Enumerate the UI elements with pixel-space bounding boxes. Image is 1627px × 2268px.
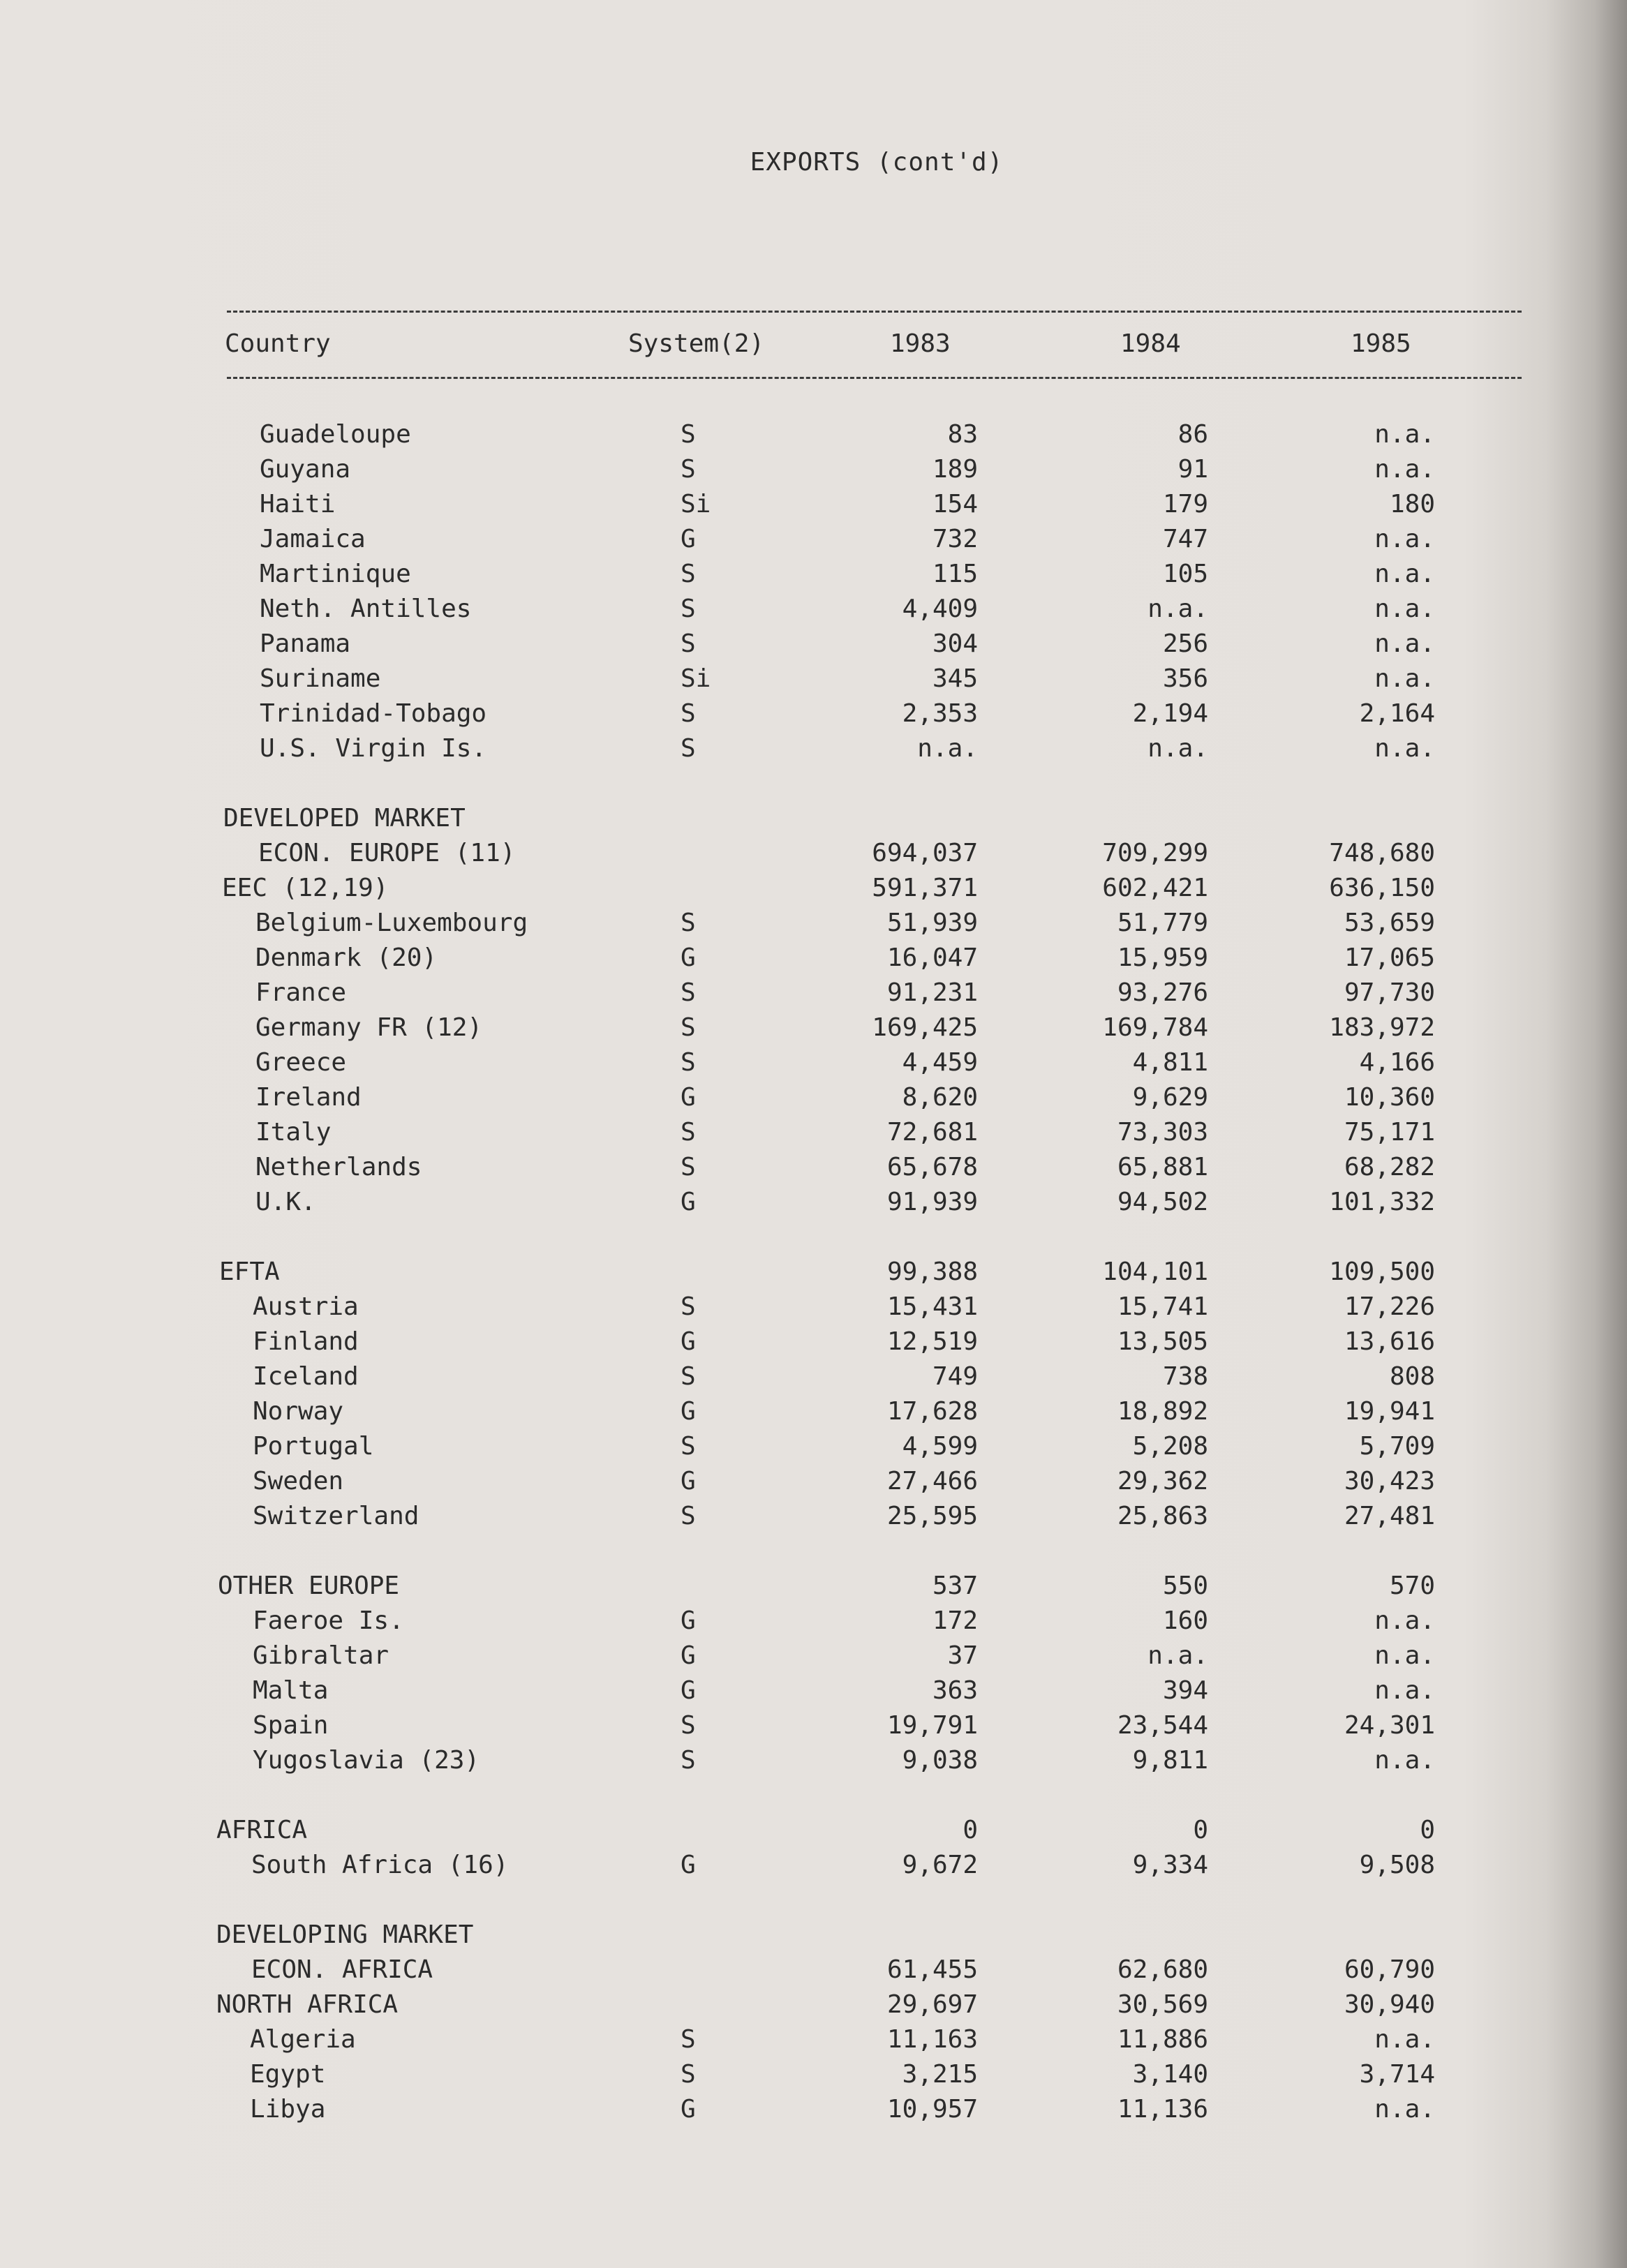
country-name-cell: Haiti bbox=[260, 490, 336, 518]
system-cell: S bbox=[681, 978, 696, 1007]
value-1984-cell: n.a. bbox=[1147, 1641, 1208, 1670]
country-name-cell: Faeroe Is. bbox=[253, 1606, 404, 1635]
value-1984-cell: 29,362 bbox=[1117, 1467, 1208, 1495]
value-1985-cell: 3,714 bbox=[1359, 2060, 1435, 2089]
value-1984-cell: 104,101 bbox=[1102, 1258, 1208, 1286]
value-1983-cell: 4,409 bbox=[902, 595, 978, 623]
value-1983-cell: 10,957 bbox=[886, 2095, 978, 2124]
system-cell: S bbox=[681, 1362, 696, 1391]
system-cell: G bbox=[681, 943, 696, 972]
system-cell: S bbox=[681, 420, 696, 449]
value-1984-cell: 709,299 bbox=[1102, 839, 1208, 867]
value-1983-cell: 15,431 bbox=[886, 1292, 978, 1321]
table-row bbox=[0, 1676, 1627, 1710]
value-1985-cell: n.a. bbox=[1374, 1676, 1435, 1705]
table-row bbox=[0, 1397, 1627, 1431]
system-cell: G bbox=[681, 1397, 696, 1426]
value-1984-cell: 356 bbox=[1162, 664, 1208, 693]
value-1983-cell: 29,697 bbox=[886, 1990, 978, 2019]
value-1985-cell: n.a. bbox=[1374, 525, 1435, 553]
system-cell: S bbox=[681, 1502, 696, 1530]
country-name-cell: U.K. bbox=[255, 1188, 316, 1216]
value-1983-cell: 9,672 bbox=[902, 1851, 978, 1879]
value-1983-cell: 37 bbox=[947, 1641, 978, 1670]
table-row bbox=[0, 804, 1627, 837]
value-1985-cell: 180 bbox=[1389, 490, 1435, 518]
country-name-cell: EFTA bbox=[219, 1258, 280, 1286]
column-header-system: System(2) bbox=[628, 329, 765, 358]
value-1983-cell: 8,620 bbox=[902, 1083, 978, 1112]
value-1985-cell: n.a. bbox=[1374, 455, 1435, 484]
system-cell: Si bbox=[681, 664, 711, 693]
value-1984-cell: 160 bbox=[1162, 1606, 1208, 1635]
table-row bbox=[0, 1258, 1627, 1291]
country-name-cell: Finland bbox=[253, 1327, 359, 1356]
country-name-cell: France bbox=[255, 978, 347, 1007]
value-1985-cell: 636,150 bbox=[1329, 874, 1435, 902]
table-row bbox=[0, 734, 1627, 768]
country-name-cell: Algeria bbox=[250, 2025, 356, 2054]
system-cell: S bbox=[681, 2060, 696, 2089]
value-1984-cell: 5,208 bbox=[1132, 1432, 1208, 1461]
table-row bbox=[0, 1467, 1627, 1500]
value-1984-cell: 86 bbox=[1177, 420, 1208, 449]
value-1983-cell: 72,681 bbox=[886, 1118, 978, 1147]
value-1984-cell: 18,892 bbox=[1117, 1397, 1208, 1426]
system-cell: S bbox=[681, 1292, 696, 1321]
country-name-cell: Yugoslavia (23) bbox=[253, 1746, 480, 1775]
value-1985-cell: n.a. bbox=[1374, 420, 1435, 449]
value-1985-cell: 24,301 bbox=[1344, 1711, 1435, 1740]
value-1984-cell: 15,741 bbox=[1117, 1292, 1208, 1321]
country-name-cell: Panama bbox=[260, 629, 351, 658]
system-cell: S bbox=[681, 1711, 696, 1740]
value-1984-cell: 13,505 bbox=[1117, 1327, 1208, 1356]
value-1985-cell: 0 bbox=[1420, 1816, 1435, 1844]
country-name-cell: Spain bbox=[253, 1711, 329, 1740]
column-header-1984: 1984 bbox=[1120, 329, 1181, 358]
table-row bbox=[0, 1641, 1627, 1675]
value-1985-cell: 4,166 bbox=[1359, 1048, 1435, 1077]
system-cell: S bbox=[681, 455, 696, 484]
value-1983-cell: 25,595 bbox=[886, 1502, 978, 1530]
table-row bbox=[0, 2060, 1627, 2094]
value-1983-cell: 363 bbox=[932, 1676, 978, 1705]
value-1983-cell: 99,388 bbox=[886, 1258, 978, 1286]
table-row bbox=[0, 490, 1627, 523]
value-1983-cell: 91,231 bbox=[886, 978, 978, 1007]
value-1984-cell: 62,680 bbox=[1117, 1955, 1208, 1984]
table-row bbox=[0, 978, 1627, 1012]
table-row bbox=[0, 1606, 1627, 1640]
value-1983-cell: 189 bbox=[932, 455, 978, 484]
system-cell: S bbox=[681, 699, 696, 728]
value-1985-cell: 97,730 bbox=[1344, 978, 1435, 1007]
page-title: EXPORTS (cont'd) bbox=[750, 148, 1004, 177]
value-1985-cell: n.a. bbox=[1374, 2025, 1435, 2054]
system-cell: S bbox=[681, 734, 696, 763]
country-name-cell: Austria bbox=[253, 1292, 359, 1321]
country-name-cell: Germany FR (12) bbox=[255, 1013, 483, 1042]
country-name-cell: Greece bbox=[255, 1048, 347, 1077]
table-row bbox=[0, 1327, 1627, 1361]
value-1985-cell: 17,065 bbox=[1344, 943, 1435, 972]
value-1984-cell: 3,140 bbox=[1132, 2060, 1208, 2089]
table-row bbox=[0, 1118, 1627, 1151]
value-1984-cell: 15,959 bbox=[1117, 943, 1208, 972]
value-1984-cell: 550 bbox=[1162, 1572, 1208, 1600]
country-name-cell: Belgium-Luxembourg bbox=[255, 909, 528, 937]
value-1983-cell: 0 bbox=[963, 1816, 978, 1844]
system-cell: G bbox=[681, 525, 696, 553]
system-cell: G bbox=[681, 1676, 696, 1705]
system-cell: G bbox=[681, 1188, 696, 1216]
country-name-cell: AFRICA bbox=[216, 1816, 308, 1844]
country-name-cell: Neth. Antilles bbox=[260, 595, 472, 623]
value-1984-cell: 93,276 bbox=[1117, 978, 1208, 1007]
value-1984-cell: 747 bbox=[1162, 525, 1208, 553]
system-cell: S bbox=[681, 2025, 696, 2054]
country-name-cell: U.S. Virgin Is. bbox=[260, 734, 487, 763]
value-1984-cell: 179 bbox=[1162, 490, 1208, 518]
value-1984-cell: 9,811 bbox=[1132, 1746, 1208, 1775]
system-cell: G bbox=[681, 1467, 696, 1495]
value-1984-cell: 91 bbox=[1177, 455, 1208, 484]
country-name-cell: Guyana bbox=[260, 455, 351, 484]
value-1983-cell: 4,459 bbox=[902, 1048, 978, 1077]
value-1983-cell: 154 bbox=[932, 490, 978, 518]
value-1983-cell: 115 bbox=[932, 560, 978, 588]
value-1983-cell: 17,628 bbox=[886, 1397, 978, 1426]
system-cell: G bbox=[681, 2095, 696, 2124]
system-cell: S bbox=[681, 909, 696, 937]
value-1984-cell: 30,569 bbox=[1117, 1990, 1208, 2019]
value-1984-cell: 738 bbox=[1162, 1362, 1208, 1391]
table-row bbox=[0, 525, 1627, 558]
country-name-cell: Iceland bbox=[253, 1362, 359, 1391]
system-cell: S bbox=[681, 1118, 696, 1147]
value-1985-cell: 2,164 bbox=[1359, 699, 1435, 728]
table-row bbox=[0, 1572, 1627, 1605]
value-1983-cell: 4,599 bbox=[902, 1432, 978, 1461]
value-1983-cell: 9,038 bbox=[902, 1746, 978, 1775]
value-1983-cell: 19,791 bbox=[886, 1711, 978, 1740]
value-1984-cell: 169,784 bbox=[1102, 1013, 1208, 1042]
column-header-1983: 1983 bbox=[890, 329, 951, 358]
value-1984-cell: 11,136 bbox=[1117, 2095, 1208, 2124]
value-1985-cell: n.a. bbox=[1374, 1641, 1435, 1670]
country-name-cell: Suriname bbox=[260, 664, 381, 693]
value-1983-cell: 304 bbox=[932, 629, 978, 658]
value-1985-cell: 10,360 bbox=[1344, 1083, 1435, 1112]
system-cell: S bbox=[681, 1013, 696, 1042]
country-name-cell: Netherlands bbox=[255, 1153, 422, 1181]
table-row bbox=[0, 1746, 1627, 1780]
system-cell: S bbox=[681, 1048, 696, 1077]
value-1983-cell: 537 bbox=[932, 1572, 978, 1600]
value-1984-cell: 9,629 bbox=[1132, 1083, 1208, 1112]
value-1985-cell: n.a. bbox=[1374, 2095, 1435, 2124]
country-name-cell: Gibraltar bbox=[253, 1641, 389, 1670]
value-1984-cell: 394 bbox=[1162, 1676, 1208, 1705]
value-1983-cell: 172 bbox=[932, 1606, 978, 1635]
value-1984-cell: 73,303 bbox=[1117, 1118, 1208, 1147]
value-1983-cell: 27,466 bbox=[886, 1467, 978, 1495]
table-row bbox=[0, 1955, 1627, 1989]
value-1984-cell: 256 bbox=[1162, 629, 1208, 658]
value-1983-cell: 12,519 bbox=[886, 1327, 978, 1356]
country-name-cell: Martinique bbox=[260, 560, 411, 588]
value-1984-cell: 51,779 bbox=[1117, 909, 1208, 937]
value-1985-cell: 30,423 bbox=[1344, 1467, 1435, 1495]
country-name-cell: South Africa (16) bbox=[251, 1851, 509, 1879]
table-row bbox=[0, 1083, 1627, 1117]
system-cell: S bbox=[681, 595, 696, 623]
table-row bbox=[0, 2095, 1627, 2128]
value-1985-cell: n.a. bbox=[1374, 629, 1435, 658]
value-1984-cell: 11,886 bbox=[1117, 2025, 1208, 2054]
table-row bbox=[0, 1851, 1627, 1884]
value-1983-cell: 694,037 bbox=[872, 839, 978, 867]
table-row bbox=[0, 909, 1627, 942]
value-1983-cell: 65,678 bbox=[886, 1153, 978, 1181]
value-1983-cell: 345 bbox=[932, 664, 978, 693]
value-1983-cell: 591,371 bbox=[872, 874, 978, 902]
value-1984-cell: 105 bbox=[1162, 560, 1208, 588]
value-1985-cell: 748,680 bbox=[1329, 839, 1435, 867]
table-row bbox=[0, 839, 1627, 872]
value-1984-cell: 602,421 bbox=[1102, 874, 1208, 902]
value-1985-cell: 570 bbox=[1389, 1572, 1435, 1600]
table-row bbox=[0, 1920, 1627, 1954]
system-cell: G bbox=[681, 1083, 696, 1112]
table-row bbox=[0, 420, 1627, 454]
value-1983-cell: 11,163 bbox=[886, 2025, 978, 2054]
country-name-cell: Guadeloupe bbox=[260, 420, 411, 449]
table-row bbox=[0, 1816, 1627, 1849]
value-1984-cell: 2,194 bbox=[1132, 699, 1208, 728]
value-1984-cell: 23,544 bbox=[1117, 1711, 1208, 1740]
table-row bbox=[0, 1188, 1627, 1221]
country-name-cell: Trinidad-Tobago bbox=[260, 699, 487, 728]
value-1983-cell: 2,353 bbox=[902, 699, 978, 728]
country-name-cell: Egypt bbox=[250, 2060, 326, 2089]
column-header-country: Country bbox=[225, 329, 331, 358]
system-cell: Si bbox=[681, 490, 711, 518]
country-name-cell: Libya bbox=[250, 2095, 326, 2124]
value-1985-cell: n.a. bbox=[1374, 560, 1435, 588]
table-row bbox=[0, 943, 1627, 977]
country-name-cell: Sweden bbox=[253, 1467, 344, 1495]
value-1983-cell: 732 bbox=[932, 525, 978, 553]
value-1984-cell: 9,334 bbox=[1132, 1851, 1208, 1879]
value-1985-cell: n.a. bbox=[1374, 1606, 1435, 1635]
value-1984-cell: 94,502 bbox=[1117, 1188, 1208, 1216]
country-name-cell: DEVELOPED MARKET bbox=[223, 804, 466, 833]
country-name-cell: Malta bbox=[253, 1676, 329, 1705]
value-1985-cell: 19,941 bbox=[1344, 1397, 1435, 1426]
value-1984-cell: 0 bbox=[1193, 1816, 1208, 1844]
value-1985-cell: n.a. bbox=[1374, 734, 1435, 763]
table-row bbox=[0, 455, 1627, 488]
table-row bbox=[0, 2025, 1627, 2059]
country-name-cell: Ireland bbox=[255, 1083, 362, 1112]
value-1985-cell: 27,481 bbox=[1344, 1502, 1435, 1530]
value-1985-cell: 109,500 bbox=[1329, 1258, 1435, 1286]
value-1983-cell: 16,047 bbox=[886, 943, 978, 972]
country-name-cell: Italy bbox=[255, 1118, 332, 1147]
table-row bbox=[0, 874, 1627, 907]
table-row bbox=[0, 1711, 1627, 1745]
table-row bbox=[0, 560, 1627, 593]
table-row bbox=[0, 664, 1627, 698]
value-1984-cell: n.a. bbox=[1147, 595, 1208, 623]
value-1985-cell: 9,508 bbox=[1359, 1851, 1435, 1879]
value-1985-cell: 808 bbox=[1389, 1362, 1435, 1391]
value-1985-cell: 13,616 bbox=[1344, 1327, 1435, 1356]
system-cell: S bbox=[681, 1153, 696, 1181]
country-name-cell: Denmark (20) bbox=[255, 943, 438, 972]
column-header-1985: 1985 bbox=[1351, 329, 1411, 358]
value-1983-cell: 749 bbox=[932, 1362, 978, 1391]
table-row bbox=[0, 1990, 1627, 2024]
table-row bbox=[0, 1013, 1627, 1047]
system-cell: G bbox=[681, 1327, 696, 1356]
value-1985-cell: n.a. bbox=[1374, 595, 1435, 623]
system-cell: G bbox=[681, 1606, 696, 1635]
country-name-cell: Norway bbox=[253, 1397, 344, 1426]
value-1983-cell: 3,215 bbox=[902, 2060, 978, 2089]
system-cell: S bbox=[681, 629, 696, 658]
system-cell: G bbox=[681, 1641, 696, 1670]
value-1985-cell: 60,790 bbox=[1344, 1955, 1435, 1984]
value-1984-cell: 4,811 bbox=[1132, 1048, 1208, 1077]
value-1984-cell: 25,863 bbox=[1117, 1502, 1208, 1530]
country-name-cell: Portugal bbox=[253, 1432, 374, 1461]
table-row bbox=[0, 1292, 1627, 1326]
value-1983-cell: 91,939 bbox=[886, 1188, 978, 1216]
system-cell: S bbox=[681, 560, 696, 588]
table-row bbox=[0, 699, 1627, 733]
country-name-cell: Switzerland bbox=[253, 1502, 419, 1530]
country-name-cell: ECON. AFRICA bbox=[251, 1955, 433, 1984]
value-1985-cell: 68,282 bbox=[1344, 1153, 1435, 1181]
country-name-cell: OTHER EUROPE bbox=[218, 1572, 400, 1600]
value-1985-cell: 17,226 bbox=[1344, 1292, 1435, 1321]
table-row bbox=[0, 1502, 1627, 1535]
value-1985-cell: 53,659 bbox=[1344, 909, 1435, 937]
value-1985-cell: 5,709 bbox=[1359, 1432, 1435, 1461]
system-cell: S bbox=[681, 1746, 696, 1775]
value-1985-cell: 101,332 bbox=[1329, 1188, 1435, 1216]
country-name-cell: ECON. EUROPE (11) bbox=[258, 839, 516, 867]
value-1985-cell: n.a. bbox=[1374, 1746, 1435, 1775]
country-name-cell: NORTH AFRICA bbox=[216, 1990, 399, 2019]
value-1983-cell: 61,455 bbox=[886, 1955, 978, 1984]
country-name-cell: DEVELOPING MARKET bbox=[216, 1920, 474, 1949]
value-1984-cell: 65,881 bbox=[1117, 1153, 1208, 1181]
value-1983-cell: 83 bbox=[947, 420, 978, 449]
country-name-cell: EEC (12,19) bbox=[222, 874, 389, 902]
value-1983-cell: n.a. bbox=[917, 734, 978, 763]
value-1983-cell: 51,939 bbox=[886, 909, 978, 937]
table-row bbox=[0, 595, 1627, 628]
value-1985-cell: 75,171 bbox=[1344, 1118, 1435, 1147]
value-1985-cell: 183,972 bbox=[1329, 1013, 1435, 1042]
table-row bbox=[0, 1153, 1627, 1186]
table-row bbox=[0, 1048, 1627, 1082]
system-cell: G bbox=[681, 1851, 696, 1879]
system-cell: S bbox=[681, 1432, 696, 1461]
value-1985-cell: n.a. bbox=[1374, 664, 1435, 693]
country-name-cell: Jamaica bbox=[260, 525, 366, 553]
value-1985-cell: 30,940 bbox=[1344, 1990, 1435, 2019]
table-row bbox=[0, 1362, 1627, 1396]
table-row bbox=[0, 1432, 1627, 1465]
value-1984-cell: n.a. bbox=[1147, 734, 1208, 763]
value-1983-cell: 169,425 bbox=[872, 1013, 978, 1042]
table-row bbox=[0, 629, 1627, 663]
